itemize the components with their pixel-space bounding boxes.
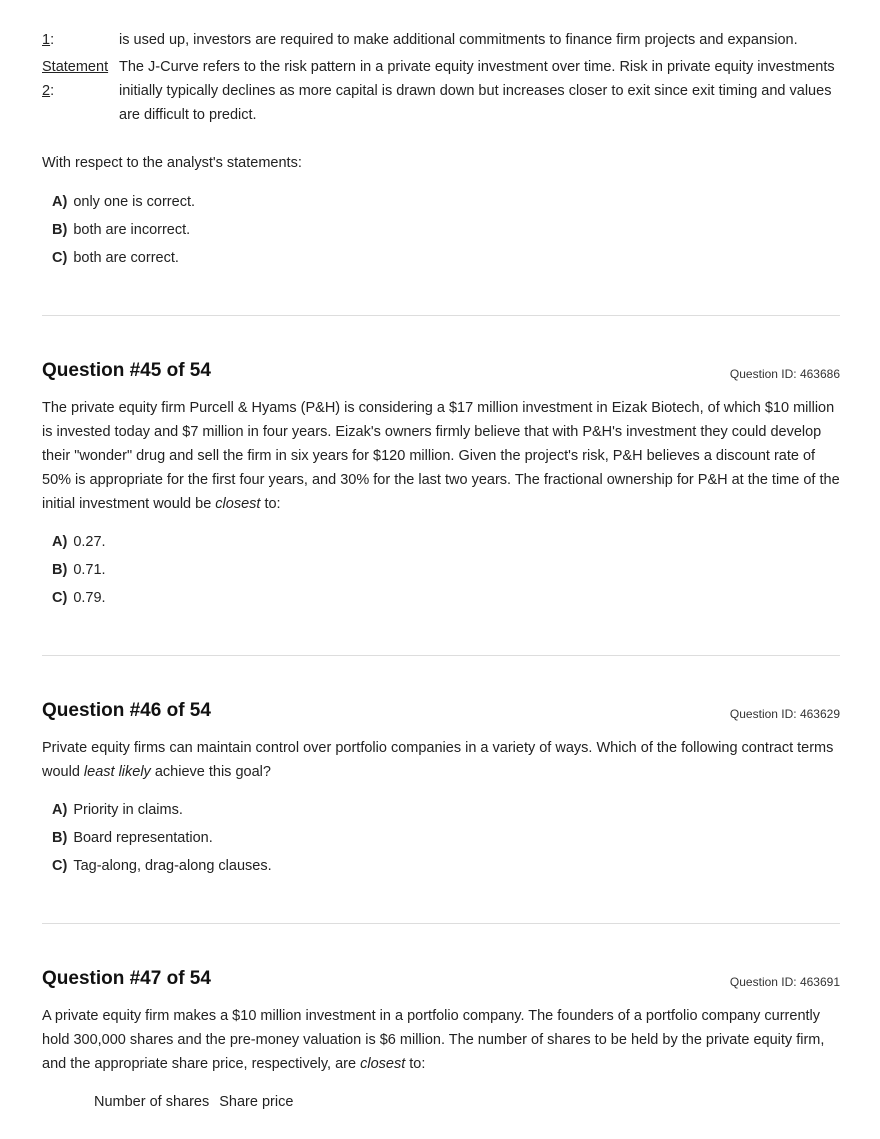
column-header: Share price <box>219 1094 294 1110</box>
q45-body: The private equity firm Purcell & Hyams (P&H) is considering a $17 million investment in Eizak Biotech, of which $10 million is invested today and $7 million in four years. Eizak's owners firmly believe that with P&H's investment they could develop their "wonder" drug and sell the firm in six years for $120 million. Given the project's risk, P&H believes a discount rate of 50% is appropriate for the first four years, and 30% for the last two years. The fractional ownership for P&H at the time of the initial investment would be closest to: <box>42 400 840 512</box>
q47-body: A private equity firm makes a $10 million investment in a portfolio company. The founders of a portfolio company currently hold 300,000 shares and the pre-money valuation is $6 million. The number of shares to be held by the private equity firm, and the appropriate share price, respectively, are closest to: <box>42 1008 825 1072</box>
question-title: Question #45 of 54 <box>42 360 211 381</box>
answer-option-b[interactable]: B) 0.71. <box>52 562 106 578</box>
column-header: Number of shares <box>94 1094 210 1110</box>
statement-2-label: Statement 2: <box>42 59 109 99</box>
answer-option-c[interactable]: C) 0.79. <box>52 590 106 606</box>
q46-options <box>52 796 272 880</box>
q44-options <box>52 188 195 272</box>
question-title: Question #46 of 54 <box>42 700 211 721</box>
q46-header <box>42 692 840 722</box>
answer-option-b[interactable]: B) both are incorrect. <box>52 222 191 238</box>
answer-option-c[interactable]: C) both are correct. <box>52 250 179 266</box>
answer-option-c[interactable]: C) Tag-along, drag-along clauses. <box>52 858 272 874</box>
answer-option-a[interactable]: A) 0.27. <box>52 534 106 550</box>
q46-body: Private equity firms can maintain control over portfolio companies in a variety of ways. Which of the following contract terms would least likely achieve this goal? <box>42 740 834 780</box>
divider <box>42 923 840 924</box>
answer-option-a[interactable]: A) only one is correct. <box>52 194 196 210</box>
q47-table-header <box>94 1093 293 1111</box>
answer-option-b[interactable]: B) Board representation. <box>52 830 213 846</box>
divider <box>42 655 840 656</box>
statement-1-text: is used up, investors are required to make additional commitments to finance firm projects and expansion. <box>119 32 798 48</box>
statement-1-label: 1: <box>42 32 55 48</box>
answer-option-a[interactable]: A) Priority in claims. <box>52 802 183 818</box>
q45-header <box>42 352 840 382</box>
divider <box>42 315 840 316</box>
question-id: Question ID: 463686 <box>729 367 840 381</box>
q47-header <box>42 960 840 990</box>
q45-options <box>52 528 106 612</box>
question-id: Question ID: 463629 <box>729 707 840 721</box>
statement-2-text: The J-Curve refers to the risk pattern in a private equity investment over time. Risk in private equity investments initially typically declines as more capital is drawn down but increases closer to exit since exit timing and values are difficult to predict. <box>119 59 835 123</box>
statement-1 <box>42 28 842 52</box>
question-id: Question ID: 463691 <box>729 975 840 989</box>
question-title: Question #47 of 54 <box>42 968 211 989</box>
q44-prompt: With respect to the analyst's statements: <box>42 155 302 171</box>
statement-2 <box>42 55 842 127</box>
